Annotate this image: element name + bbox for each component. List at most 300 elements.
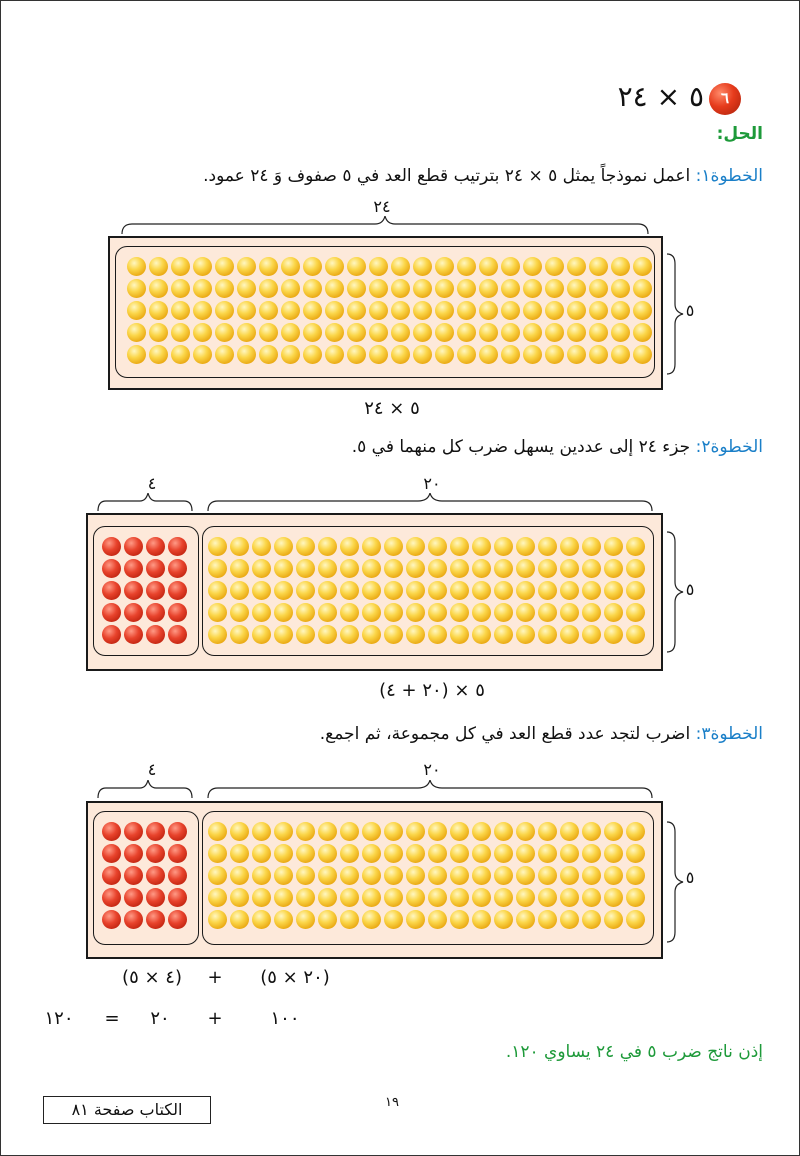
bead-grid-20x5 — [208, 537, 645, 644]
yellow-counter — [296, 559, 315, 578]
yellow-counter — [384, 910, 403, 929]
yellow-counter — [171, 279, 190, 298]
yellow-counter — [494, 537, 513, 556]
yellow-counter — [435, 345, 454, 364]
yellow-counter — [479, 257, 498, 276]
yellow-counter — [318, 822, 337, 841]
yellow-counter — [362, 910, 381, 929]
step-1 — [203, 166, 763, 186]
columns-brace — [120, 216, 650, 236]
yellow-counter — [303, 301, 322, 320]
figure-1-caption: ٥ × ٢٤ — [364, 398, 420, 419]
yellow-counter — [611, 301, 630, 320]
yellow-counter — [208, 866, 227, 885]
yellow-counter — [472, 888, 491, 907]
yellow-counter — [208, 822, 227, 841]
yellow-counter — [193, 345, 212, 364]
yellow-counter — [340, 625, 359, 644]
yellow-counter — [479, 279, 498, 298]
yellow-counter — [494, 603, 513, 622]
yellow-counter — [538, 537, 557, 556]
yellow-counter — [538, 581, 557, 600]
yellow-counter — [604, 625, 623, 644]
red-counter — [124, 581, 143, 600]
red-counter — [146, 603, 165, 622]
yellow-counter — [567, 257, 586, 276]
yellow-counter — [604, 559, 623, 578]
red-counter — [102, 603, 121, 622]
yellow-counter — [450, 625, 469, 644]
yellow-counter — [545, 323, 564, 342]
yellow-counter — [391, 279, 410, 298]
yellow-counter — [362, 581, 381, 600]
yellow-counter — [406, 910, 425, 929]
columns-label: ٢٤ — [373, 197, 391, 216]
yellow-counter — [560, 910, 579, 929]
left-counter-group — [93, 811, 199, 945]
yellow-counter — [340, 910, 359, 929]
yellow-counter — [230, 537, 249, 556]
yellow-counter — [611, 257, 630, 276]
red-counter — [102, 866, 121, 885]
yellow-counter — [230, 866, 249, 885]
yellow-counter — [626, 603, 645, 622]
yellow-counter — [626, 844, 645, 863]
step-3-text: اضرب لتجد عدد قطع العد في كل مجموعة، ثم اجمع. — [319, 724, 696, 744]
red-counter — [168, 888, 187, 907]
yellow-counter — [347, 257, 366, 276]
red-counter — [168, 910, 187, 929]
yellow-counter — [318, 910, 337, 929]
yellow-counter — [237, 257, 256, 276]
yellow-counter — [413, 323, 432, 342]
yellow-counter — [149, 279, 168, 298]
red-counter — [146, 910, 165, 929]
yellow-counter — [362, 559, 381, 578]
yellow-counter — [384, 559, 403, 578]
yellow-counter — [472, 581, 491, 600]
yellow-counter — [347, 345, 366, 364]
yellow-counter — [318, 581, 337, 600]
yellow-counter — [538, 888, 557, 907]
yellow-counter — [633, 345, 652, 364]
yellow-counter — [560, 625, 579, 644]
yellow-counter — [560, 888, 579, 907]
yellow-counter — [230, 910, 249, 929]
yellow-counter — [413, 257, 432, 276]
yellow-counter — [318, 866, 337, 885]
yellow-counter — [494, 625, 513, 644]
yellow-counter — [296, 625, 315, 644]
yellow-counter — [589, 345, 608, 364]
yellow-counter — [428, 559, 447, 578]
yellow-counter — [171, 301, 190, 320]
yellow-counter — [472, 559, 491, 578]
yellow-counter — [296, 844, 315, 863]
yellow-counter — [582, 822, 601, 841]
red-counter — [102, 910, 121, 929]
yellow-counter — [545, 279, 564, 298]
counter-frame — [86, 801, 663, 959]
yellow-counter — [362, 537, 381, 556]
figure-2-caption: ٥ × (٢٠ + ٤) — [379, 680, 485, 701]
yellow-counter — [567, 279, 586, 298]
yellow-counter — [340, 844, 359, 863]
yellow-counter — [582, 625, 601, 644]
sum-row1-left: (٤ × ٥) — [122, 967, 182, 988]
yellow-counter — [567, 345, 586, 364]
yellow-counter — [450, 559, 469, 578]
yellow-counter — [494, 910, 513, 929]
yellow-counter — [633, 279, 652, 298]
yellow-counter — [259, 257, 278, 276]
yellow-counter — [582, 603, 601, 622]
yellow-counter — [259, 345, 278, 364]
yellow-counter — [626, 910, 645, 929]
yellow-counter — [252, 866, 271, 885]
yellow-counter — [450, 822, 469, 841]
yellow-counter — [230, 625, 249, 644]
yellow-counter — [428, 625, 447, 644]
yellow-counter — [193, 301, 212, 320]
yellow-counter — [237, 345, 256, 364]
sum-row1-right: (٢٠ × ٥) — [260, 967, 330, 988]
sum-row2-result: ١٢٠ — [44, 1008, 74, 1029]
conclusion: إذن ناتج ضرب ٥ في ٢٤ يساوي ١٢٠. — [505, 1042, 763, 1062]
yellow-counter — [208, 559, 227, 578]
book-reference: الكتاب صفحة ٨١ — [43, 1096, 211, 1124]
yellow-counter — [259, 279, 278, 298]
yellow-counter — [406, 625, 425, 644]
yellow-counter — [274, 625, 293, 644]
yellow-counter — [303, 323, 322, 342]
yellow-counter — [281, 345, 300, 364]
yellow-counter — [406, 888, 425, 907]
yellow-counter — [325, 323, 344, 342]
yellow-counter — [545, 257, 564, 276]
yellow-counter — [406, 559, 425, 578]
yellow-counter — [611, 323, 630, 342]
yellow-counter — [252, 559, 271, 578]
yellow-counter — [435, 301, 454, 320]
red-counter — [124, 844, 143, 863]
yellow-counter — [208, 910, 227, 929]
yellow-counter — [384, 537, 403, 556]
yellow-counter — [538, 910, 557, 929]
yellow-counter — [318, 537, 337, 556]
yellow-counter — [516, 625, 535, 644]
yellow-counter — [450, 888, 469, 907]
yellow-counter — [296, 581, 315, 600]
yellow-counter — [274, 888, 293, 907]
yellow-counter — [259, 323, 278, 342]
yellow-counter — [406, 603, 425, 622]
yellow-counter — [501, 257, 520, 276]
yellow-counter — [325, 345, 344, 364]
red-counter — [102, 537, 121, 556]
yellow-counter — [340, 822, 359, 841]
yellow-counter — [560, 844, 579, 863]
left-group-brace — [96, 493, 196, 513]
yellow-counter — [633, 257, 652, 276]
bead-grid-20x5 — [208, 822, 645, 929]
red-counter — [102, 625, 121, 644]
right-group-label: ٢٠ — [423, 760, 441, 779]
yellow-counter — [362, 603, 381, 622]
yellow-counter — [208, 537, 227, 556]
red-counter — [168, 844, 187, 863]
yellow-counter — [252, 581, 271, 600]
yellow-counter — [538, 559, 557, 578]
yellow-counter — [193, 323, 212, 342]
yellow-counter — [391, 257, 410, 276]
yellow-counter — [274, 581, 293, 600]
yellow-counter — [450, 910, 469, 929]
yellow-counter — [296, 537, 315, 556]
yellow-counter — [406, 844, 425, 863]
yellow-counter — [303, 279, 322, 298]
yellow-counter — [589, 257, 608, 276]
yellow-counter — [391, 323, 410, 342]
yellow-counter — [252, 910, 271, 929]
yellow-counter — [516, 888, 535, 907]
yellow-counter — [259, 301, 278, 320]
red-counter — [168, 603, 187, 622]
yellow-counter — [472, 625, 491, 644]
yellow-counter — [340, 603, 359, 622]
yellow-counter — [501, 301, 520, 320]
yellow-counter — [589, 301, 608, 320]
red-counter — [124, 822, 143, 841]
red-counter — [124, 603, 143, 622]
yellow-counter — [384, 844, 403, 863]
yellow-counter — [494, 581, 513, 600]
sum-row2-plus: + — [207, 1008, 223, 1029]
yellow-counter — [149, 257, 168, 276]
yellow-counter — [230, 888, 249, 907]
yellow-counter — [428, 581, 447, 600]
yellow-counter — [582, 537, 601, 556]
yellow-counter — [369, 301, 388, 320]
yellow-counter — [494, 844, 513, 863]
red-counter — [168, 581, 187, 600]
yellow-counter — [450, 603, 469, 622]
yellow-counter — [384, 625, 403, 644]
yellow-counter — [435, 323, 454, 342]
yellow-counter — [318, 888, 337, 907]
yellow-counter — [626, 822, 645, 841]
counter-frame — [86, 513, 663, 671]
red-counter — [102, 559, 121, 578]
yellow-counter — [208, 625, 227, 644]
yellow-counter — [582, 888, 601, 907]
yellow-counter — [428, 603, 447, 622]
yellow-counter — [252, 822, 271, 841]
rows-label: ٥ — [685, 868, 695, 887]
page-number: ١٩ — [385, 1095, 399, 1110]
yellow-counter — [472, 822, 491, 841]
yellow-counter — [208, 581, 227, 600]
yellow-counter — [362, 625, 381, 644]
yellow-counter — [252, 888, 271, 907]
yellow-counter — [208, 603, 227, 622]
yellow-counter — [208, 844, 227, 863]
yellow-counter — [274, 866, 293, 885]
yellow-counter — [626, 581, 645, 600]
yellow-counter — [494, 888, 513, 907]
yellow-counter — [347, 279, 366, 298]
yellow-counter — [274, 559, 293, 578]
yellow-counter — [428, 822, 447, 841]
red-counter — [124, 866, 143, 885]
yellow-counter — [347, 301, 366, 320]
yellow-counter — [582, 559, 601, 578]
yellow-counter — [516, 537, 535, 556]
yellow-counter — [274, 603, 293, 622]
yellow-counter — [472, 537, 491, 556]
yellow-counter — [252, 537, 271, 556]
yellow-counter — [413, 279, 432, 298]
yellow-counter — [457, 257, 476, 276]
sum-row2-right: ١٠٠ — [270, 1008, 300, 1029]
yellow-counter — [237, 323, 256, 342]
yellow-counter — [127, 323, 146, 342]
yellow-counter — [560, 559, 579, 578]
red-counter — [146, 537, 165, 556]
solution-label: الحل: — [716, 124, 763, 144]
yellow-counter — [230, 581, 249, 600]
yellow-counter — [296, 603, 315, 622]
yellow-counter — [296, 822, 315, 841]
yellow-counter — [369, 323, 388, 342]
yellow-counter — [501, 323, 520, 342]
yellow-counter — [633, 301, 652, 320]
yellow-counter — [362, 888, 381, 907]
red-counter — [124, 537, 143, 556]
problem-number-badge: ٦ — [709, 83, 741, 115]
yellow-counter — [149, 301, 168, 320]
yellow-counter — [450, 866, 469, 885]
yellow-counter — [127, 345, 146, 364]
yellow-counter — [604, 581, 623, 600]
yellow-counter — [538, 844, 557, 863]
yellow-counter — [567, 323, 586, 342]
yellow-counter — [340, 581, 359, 600]
yellow-counter — [281, 301, 300, 320]
yellow-counter — [523, 301, 542, 320]
red-counter — [146, 559, 165, 578]
yellow-counter — [318, 625, 337, 644]
yellow-counter — [369, 279, 388, 298]
red-counter — [168, 559, 187, 578]
yellow-counter — [296, 888, 315, 907]
counter-group — [115, 246, 655, 378]
yellow-counter — [208, 888, 227, 907]
yellow-counter — [523, 257, 542, 276]
yellow-counter — [296, 866, 315, 885]
yellow-counter — [318, 844, 337, 863]
yellow-counter — [501, 279, 520, 298]
yellow-counter — [281, 257, 300, 276]
yellow-counter — [604, 603, 623, 622]
yellow-counter — [582, 844, 601, 863]
step-1-label: الخطوة١: — [695, 166, 763, 186]
red-counter — [124, 910, 143, 929]
red-counter — [168, 625, 187, 644]
yellow-counter — [560, 581, 579, 600]
red-counter — [146, 844, 165, 863]
yellow-counter — [523, 279, 542, 298]
yellow-counter — [626, 866, 645, 885]
yellow-counter — [457, 345, 476, 364]
yellow-counter — [472, 603, 491, 622]
yellow-counter — [274, 537, 293, 556]
right-counter-group — [202, 526, 654, 656]
yellow-counter — [252, 844, 271, 863]
red-counter — [146, 581, 165, 600]
yellow-counter — [303, 257, 322, 276]
red-counter — [102, 822, 121, 841]
yellow-counter — [479, 301, 498, 320]
yellow-counter — [369, 345, 388, 364]
yellow-counter — [435, 279, 454, 298]
yellow-counter — [538, 625, 557, 644]
yellow-counter — [582, 866, 601, 885]
yellow-counter — [516, 844, 535, 863]
yellow-counter — [127, 257, 146, 276]
yellow-counter — [362, 844, 381, 863]
rows-label: ٥ — [685, 580, 695, 599]
yellow-counter — [560, 822, 579, 841]
yellow-counter — [362, 866, 381, 885]
sum-row1-plus: + — [207, 967, 223, 988]
yellow-counter — [516, 581, 535, 600]
yellow-counter — [457, 301, 476, 320]
counter-frame — [108, 236, 663, 390]
yellow-counter — [516, 910, 535, 929]
yellow-counter — [428, 537, 447, 556]
red-counter — [146, 822, 165, 841]
yellow-counter — [538, 866, 557, 885]
yellow-counter — [318, 603, 337, 622]
bead-grid-4x5 — [102, 537, 187, 644]
yellow-counter — [450, 844, 469, 863]
yellow-counter — [325, 301, 344, 320]
yellow-counter — [538, 822, 557, 841]
yellow-counter — [384, 581, 403, 600]
yellow-counter — [516, 603, 535, 622]
yellow-counter — [296, 910, 315, 929]
bead-grid-4x5 — [102, 822, 187, 929]
yellow-counter — [230, 559, 249, 578]
yellow-counter — [545, 301, 564, 320]
yellow-counter — [171, 323, 190, 342]
yellow-counter — [435, 257, 454, 276]
right-group-brace — [206, 493, 654, 513]
yellow-counter — [274, 910, 293, 929]
yellow-counter — [560, 866, 579, 885]
right-group-brace — [206, 780, 654, 800]
red-counter — [124, 888, 143, 907]
yellow-counter — [252, 625, 271, 644]
yellow-counter — [626, 559, 645, 578]
yellow-counter — [340, 866, 359, 885]
yellow-counter — [237, 279, 256, 298]
yellow-counter — [567, 301, 586, 320]
yellow-counter — [318, 559, 337, 578]
red-counter — [168, 537, 187, 556]
yellow-counter — [252, 603, 271, 622]
